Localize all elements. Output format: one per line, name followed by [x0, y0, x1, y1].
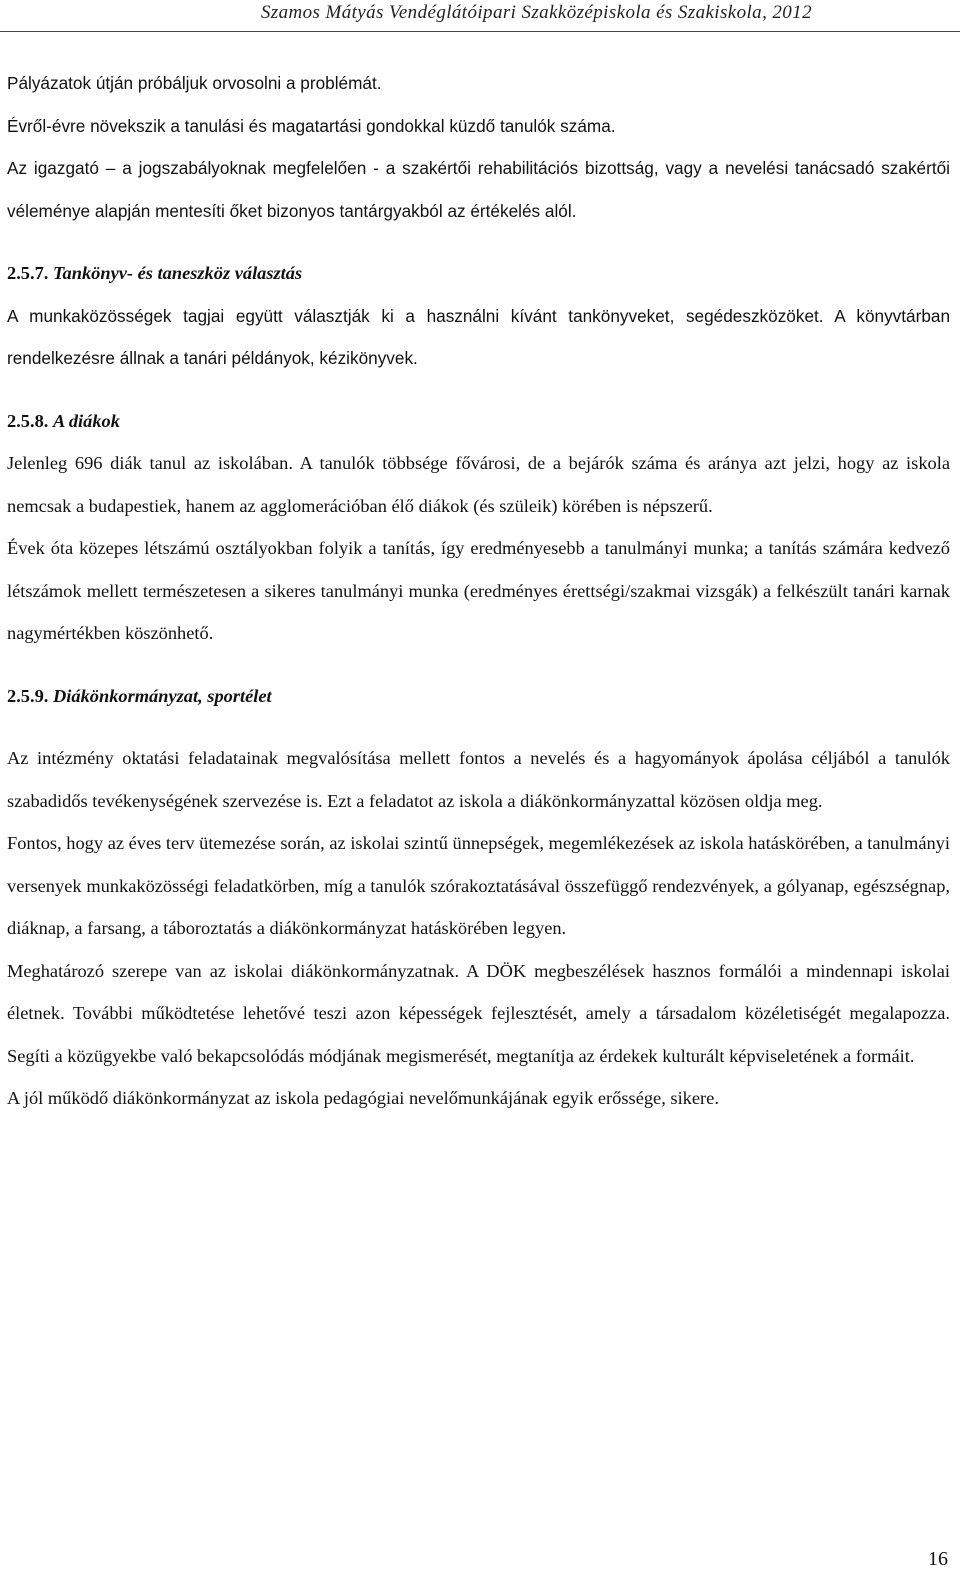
section-2-5-9-paragraph-2: Fontos, hogy az éves terv ütemezése során, az iskolai szintű ünnepségek, megemlékezések az iskola hatáskörében, a tanulmányi versenyek munkaközösségi feladatkörben, míg a tanulók szórakoztatásával összefüggő rendezvények, a gólyanap, egészségnap, diáknap, a farsang, a táboroztatás a diákönkormányzat hatáskörében legyen. — [7, 833, 950, 938]
header-rule — [0, 31, 960, 32]
section-2-5-7-paragraph: A munkaközösségek tagjai együtt választják ki a használni kívánt tankönyveket, segédeszközöket. A könyvtárban rendelkezésre állnak a tanári példányok, kézikönyvek. — [7, 305, 950, 368]
intro-line-1: Pályázatok útján próbáljuk orvosolni a problémát. — [7, 73, 382, 93]
section-2-5-9-paragraph-3: Meghatározó szerepe van az iskolai diákönkormányzatnak. A DÖK megbeszélések hasznos formálói a mindennapi iskolai életnek. További működtetése lehetővé teszi azon képességek fejlesztését, amely a társadalom közéletiségét megalapozza. Segíti a közügyekbe való bekapcsolódás módjának megismerését, megtanítja az érdekek kulturált képviseletének a formáit. — [7, 960, 950, 1066]
section-2-5-9-paragraph-1: Az intézmény oktatási feladatainak megvalósítása mellett fontos a nevelés és a hagyományok ápolása céljából a tanulók szabadidős tevékenységének szervezése is. Ezt a feladatot az iskola a diákönkormányzattal közösen oldja meg. — [7, 748, 950, 811]
section-heading-2-5-9 — [7, 675, 950, 718]
section-number: 2.5.9. — [7, 685, 49, 706]
section-heading-2-5-8 — [7, 400, 950, 443]
header-text: Szamos Mátyás Vendéglátóipari Szakközépiskola és Szakiskola, 2012 — [260, 2, 812, 23]
document-body — [7, 62, 950, 1120]
intro-paragraph: Az igazgató – a jogszabályoknak megfelelően - a szakértői rehabilitációs bizottság, vagy a nevelési tanácsadó szakértői véleménye alapján mentesíti őket bizonyos tantárgyakból az értékelés alól. — [7, 158, 950, 221]
section-2-5-8-paragraph-1: Jelenleg 696 diák tanul az iskolában. A tanulók többsége fővárosi, de a bejárók száma és aránya azt jelzi, hogy az iskola nemcsak a budapestiek, hanem az agglomerációban élő diákok (és szüleik) körében is népszerű. — [7, 453, 950, 516]
section-heading-2-5-7 — [7, 252, 950, 295]
section-title: Diákönkormányzat, sportélet — [53, 685, 272, 706]
section-2-5-8-paragraph-2: Évek óta közepes létszámú osztályokban folyik a tanítás, így eredményesebb a tanulmányi munka; a tanítás számára kedvező létszámok mellett természetesen a sikeres tanulmányi munka (eredményes érettségi/szakmai vizsgák) a felkészült tanári karnak nagymértékben köszönhető. — [7, 538, 950, 643]
section-number: 2.5.7. — [7, 263, 49, 283]
section-2-5-9-paragraph-4: A jól működő diákönkormányzat az iskola pedagógiai nevelőmunkájának egyik erőssége, sikere. — [7, 1088, 719, 1108]
section-title: Tankönyv- és taneszköz választás — [53, 263, 303, 283]
page-number: 16 — [928, 1548, 948, 1570]
section-title: A diákok — [53, 410, 120, 431]
intro-line-2: Évről-évre növekszik a tanulási és magatartási gondokkal küzdő tanulók száma. — [7, 115, 616, 136]
page-header — [0, 0, 960, 34]
section-number: 2.5.8. — [7, 410, 49, 431]
